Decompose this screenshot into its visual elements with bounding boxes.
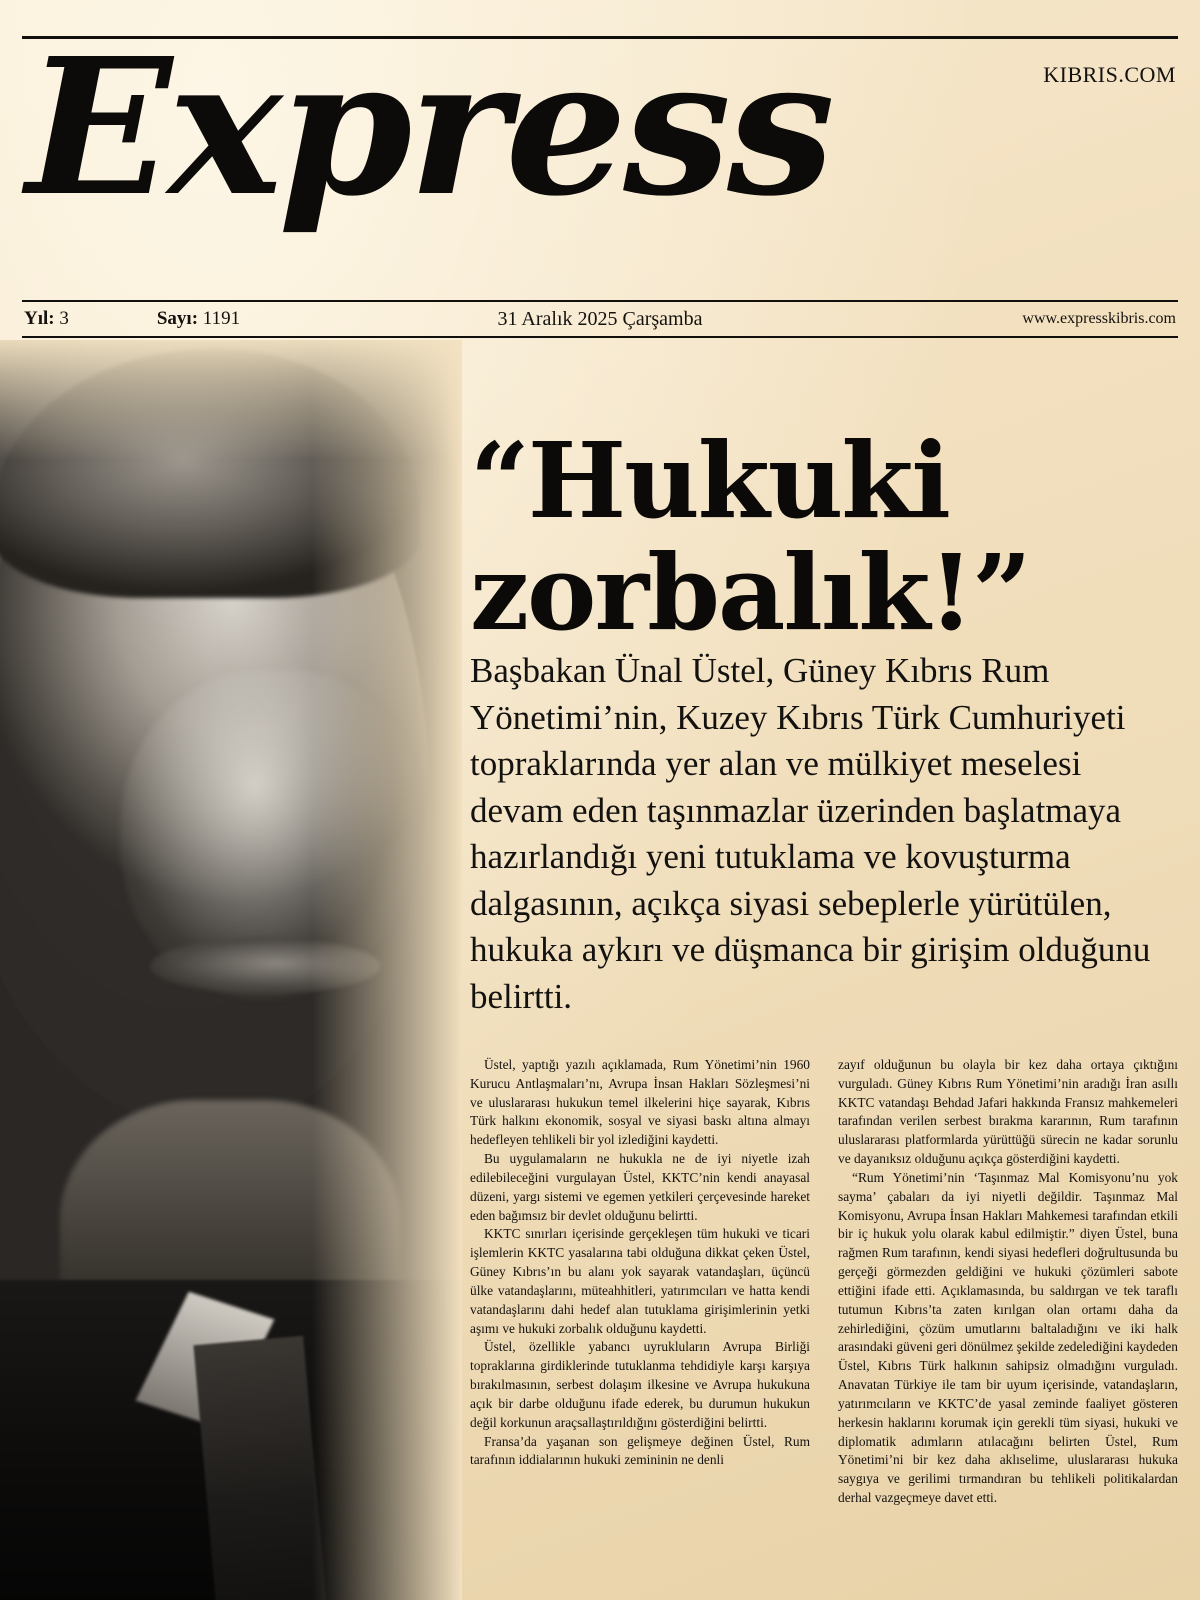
issue-bar (22, 300, 1178, 338)
paragraph: zayıf olduğunun bu olayla bir kez daha ortaya çıktığını vurguladı. Güney Kıbrıs Rum Yönetimi’nin aradığı İran asıllı KKTC vatandaşı Behdad Jafari hakkında Fransız mahkemeleri tarafından verilen serbest bırakma kararının, Rum tarafının uluslararası platformlarda yürüttüğü sürecin ne kadar sorunlu ve dayanıksız olduğunu açıkça gösterdiğini kaydetti. (838, 1057, 1178, 1167)
paragraph: “Rum Yönetimi’nin ‘Taşınmaz Mal Komisyonu’nu yok sayma’ çabaları da iyi niyetli değildir. Taşınmaz Mal Komisyonu, Avrupa İnsan Hakları Mahkemesi tarafından etkili bir iç hukuk yolu olarak kabul edilmiştir.” diyen Üstel, buna rağmen Rum tarafının, kendi siyasi hedefleri doğrultusunda bu gerçeği görmezden geldiğini ve hukuki çözümleri sabote ettiğini ifade etti. Açıklamasında, bu saldırgan ve tek taraflı tutumun Kıbrıs’ta zaten kırılgan olan ortamı daha da zehirlediğini, çözüm umutlarını baltaladığını ve iki halk arasındaki güveni geri dönülmez şekilde zedelediğini kaydeden Üstel, Kıbrıs Türk halkının sahipsiz olmadığını vurguladı. Anavatan Türkiye ile tam bir uyum içerisinde, vatandaşların, yatırımcıların ve KKTC’de yasal zeminde faaliyet gösteren herkesin haklarını korumak için gerekli tüm siyasi, hukuki ve diplomatik adımların atılacağını belirten Üstel, Rum Yönetimi’ni bir kez daha aklıselime, uluslararası hukuka saygıya ve gerilimi tırmandıran bu tehlikeli politikalardan derhal vazgeçmeye davet etti. (838, 1169, 1178, 1506)
body-column-2 (838, 1056, 1178, 1592)
year-value: 3 (59, 308, 69, 329)
paragraph: KKTC sınırları içerisinde gerçekleşen tüm hukuki ve ticari işlemlerin KKTC yasalarına tabi olduğuna dikkat çeken Üstel, Güney Kıbrıs’ın bu alanı yok sayarak vatandaşları, üçüncü ülke vatandaşlarını, müteahhitleri, yatırımcıları ve hatta kendi vatandaşlarını dahi hedef alan tutuklama girişimlerinin yetki aşımı ve hukuki zorbalık olduğunu kaydetti. (470, 1226, 810, 1336)
website-url: www.expresskibris.com (1022, 310, 1176, 327)
issue-value: 1191 (202, 308, 241, 329)
headline-line-2: zorbalık!” (470, 530, 1030, 654)
headline-line-1: “Hukuki (470, 418, 949, 542)
photo-right-fade (312, 340, 462, 1600)
year-label: Yıl: (24, 308, 55, 329)
year-block (24, 308, 69, 330)
lead-photo (0, 340, 462, 1600)
newspaper-title: Express (26, 17, 831, 238)
paragraph: Üstel, özellikle yabancı uyrukluların Avrupa Birliği topraklarına girdiklerinde tutuklanma tehdidiyle karşı karşıya bırakılmasının, serbest dolaşım ilkesine ve Avrupa hukukuna açık bir darbe olduğunu ifade ederek, bu durumun hukukun değil korkunun araçsallaştırıldığını gösterdiğini belirtti. (470, 1339, 810, 1430)
photo-tie (193, 1336, 326, 1600)
publication-date: 31 Aralık 2025 Çarşamba (497, 307, 703, 330)
issue-label: Sayı: (156, 308, 199, 329)
site-tag: KIBRIS.COM (1043, 62, 1176, 87)
article-body (470, 1056, 1178, 1592)
paragraph: Fransa’da yaşanan son gelişmeye değinen Üstel, Rum tarafının iddialarının hukuki zemininin ne denli (470, 1433, 810, 1468)
issue-block (157, 308, 240, 330)
body-column-1 (470, 1056, 810, 1592)
article-deck: Başbakan Ünal Üstel, Güney Kıbrıs Rum Yönetimi’nin, Kuzey Kıbrıs Türk Cumhuriyeti topraklarında yer alan ve mülkiyet meselesi devam eden taşınmazlar üzerinden başlatmaya hazırlandığı yeni tutuklama ve kovuşturma dalgasının, açıkça siyasi sebeplerle yürütülen, hukuka aykırı ve düşmanca bir girişim olduğunu belirtti. (470, 651, 1151, 1016)
page-title (470, 418, 1178, 654)
photo-top-fade (0, 340, 462, 460)
paragraph: Üstel, yaptığı yazılı açıklamada, Rum Yönetimi’nin 1960 Kurucu Antlaşmaları’nı, Avrupa İnsan Hakları Sözleşmesi’ni ve uluslararası hukukun temel ilkelerini hiçe sayarak, Kıbrıs Türk halkını ekonomik, sosyal ve siyasi baskı altına almayı hedefleyen tehlikeli bir yol izlediğini kaydetti. (470, 1057, 810, 1148)
paragraph: Bu uygulamaların ne hukukla ne de iyi niyetle izah edilebileceğini vurgulayan Üstel, KKTC’nin kendi anayasal düzeni, yargı sistemi ve egemen yetkileri çerçevesinde hareket eden bağımsız bir devlet olduğunu belirtti. (470, 1151, 810, 1223)
masthead (22, 17, 1178, 238)
